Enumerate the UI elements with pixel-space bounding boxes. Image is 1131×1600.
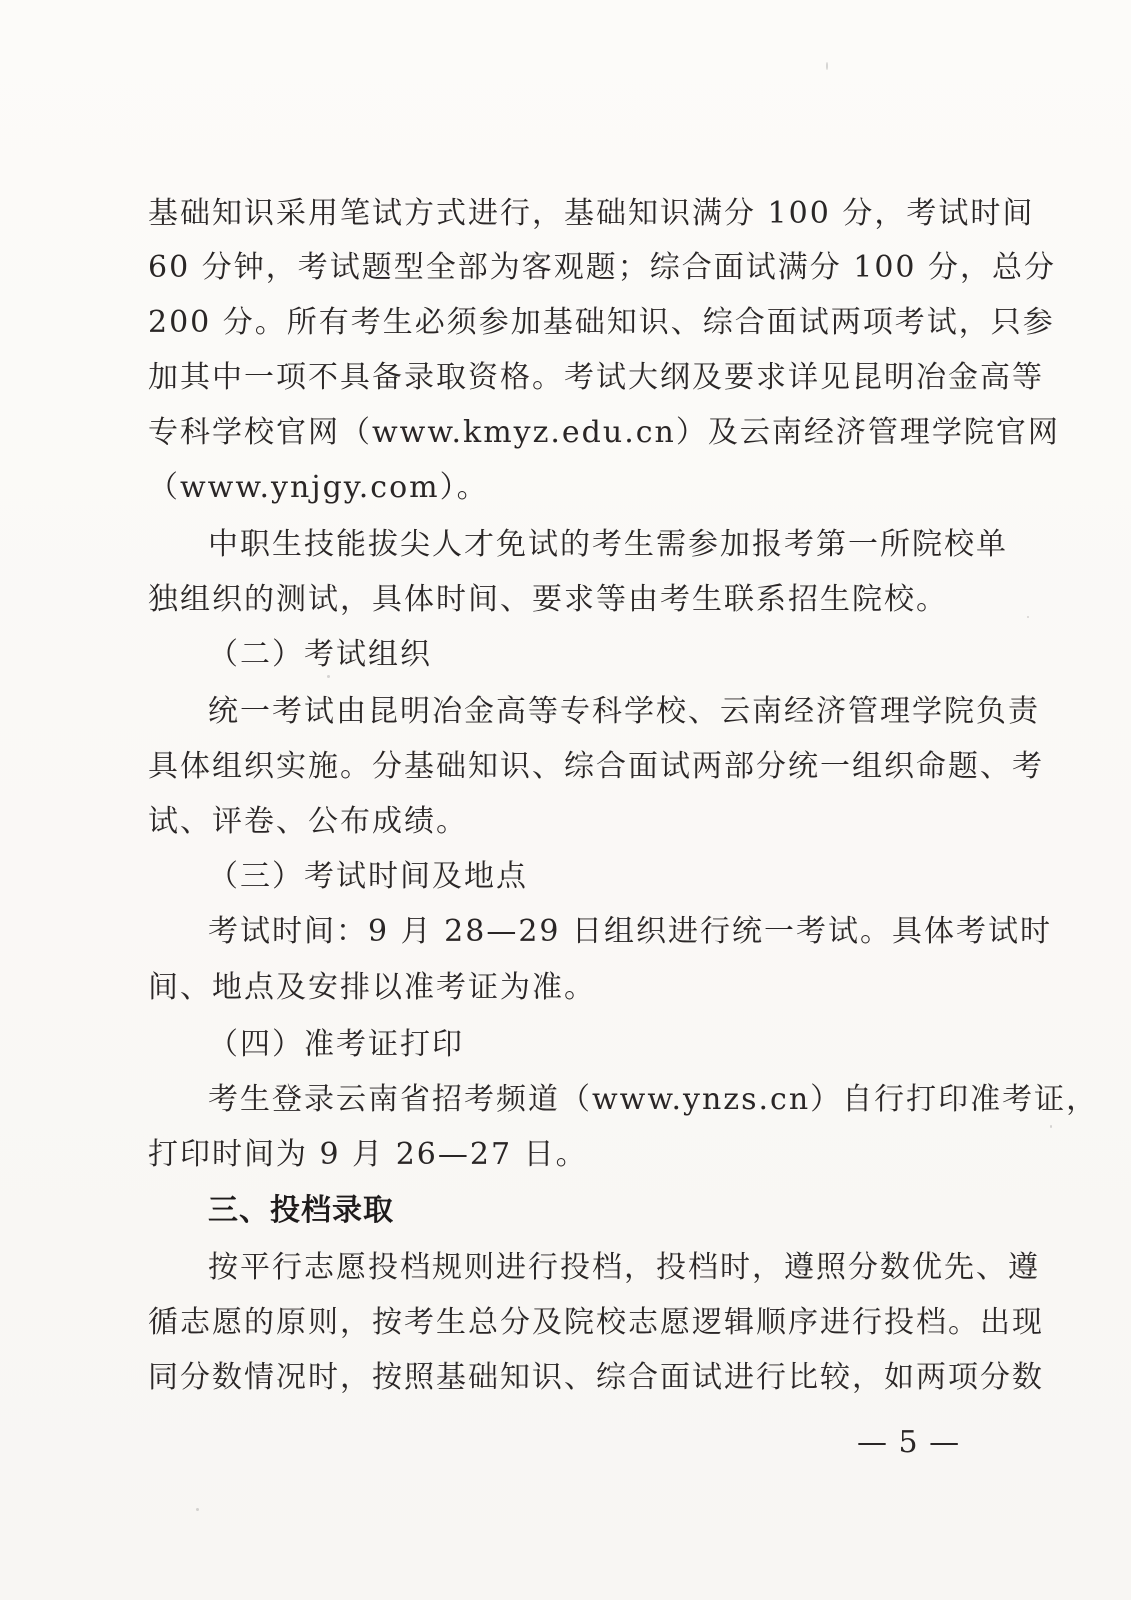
paragraph-line: 200 分。所有考生必须参加基础知识、综合面试两项考试，只参	[148, 305, 1055, 340]
paragraph-line: 加其中一项不具备录取资格。考试大纲及要求详见昆明冶金高等	[148, 360, 1044, 395]
page-number: — 5 —	[857, 1425, 961, 1460]
section-heading: （三）考试时间及地点	[208, 859, 528, 894]
section-heading-bold: 三、投档录取	[208, 1193, 394, 1228]
paragraph-line: 按平行志愿投档规则进行投档，投档时，遵照分数优先、遵	[208, 1250, 1040, 1285]
paragraph-line: 考生登录云南省招考频道（www.ynzs.cn）自行打印准考证，	[208, 1082, 1099, 1117]
scan-speck	[1027, 616, 1029, 618]
paragraph-line: 60 分钟，考试题型全部为客观题；综合面试满分 100 分，总分	[148, 250, 1057, 285]
paragraph-line: 独组织的测试，具体时间、要求等由考生联系招生院校。	[148, 582, 948, 617]
paragraph-line: 间、地点及安排以准考证为准。	[148, 970, 596, 1005]
paragraph-line: （www.ynjgy.com）。	[148, 470, 489, 505]
paragraph-line: 打印时间为 9 月 26—27 日。	[148, 1137, 588, 1172]
paragraph-line: 同分数情况时，按照基础知识、综合面试进行比较，如两项分数	[148, 1360, 1044, 1395]
scan-speck	[1050, 1125, 1052, 1128]
paragraph-line: 专科学校官网（www.kmyz.edu.cn）及云南经济管理学院官网	[148, 415, 1060, 450]
section-heading: （二）考试组织	[208, 637, 432, 672]
paragraph-line: 具体组织实施。分基础知识、综合面试两部分统一组织命题、考	[148, 749, 1044, 784]
section-heading: （四）准考证打印	[208, 1027, 464, 1062]
paragraph-line: 统一考试由昆明冶金高等专科学校、云南经济管理学院负责	[208, 694, 1040, 729]
scan-speck	[327, 675, 330, 678]
paragraph-line: 循志愿的原则，按考生总分及院校志愿逻辑顺序进行投档。出现	[148, 1305, 1044, 1340]
scan-speck	[826, 62, 828, 70]
paragraph-line: 基础知识采用笔试方式进行，基础知识满分 100 分，考试时间	[148, 196, 1035, 231]
paragraph-line: 试、评卷、公布成绩。	[148, 804, 468, 839]
paragraph-line: 中职生技能拔尖人才免试的考生需参加报考第一所院校单	[208, 527, 1008, 562]
paragraph-line: 考试时间：9 月 28—29 日组织进行统一考试。具体考试时	[208, 914, 1053, 949]
scan-speck	[196, 1508, 199, 1511]
